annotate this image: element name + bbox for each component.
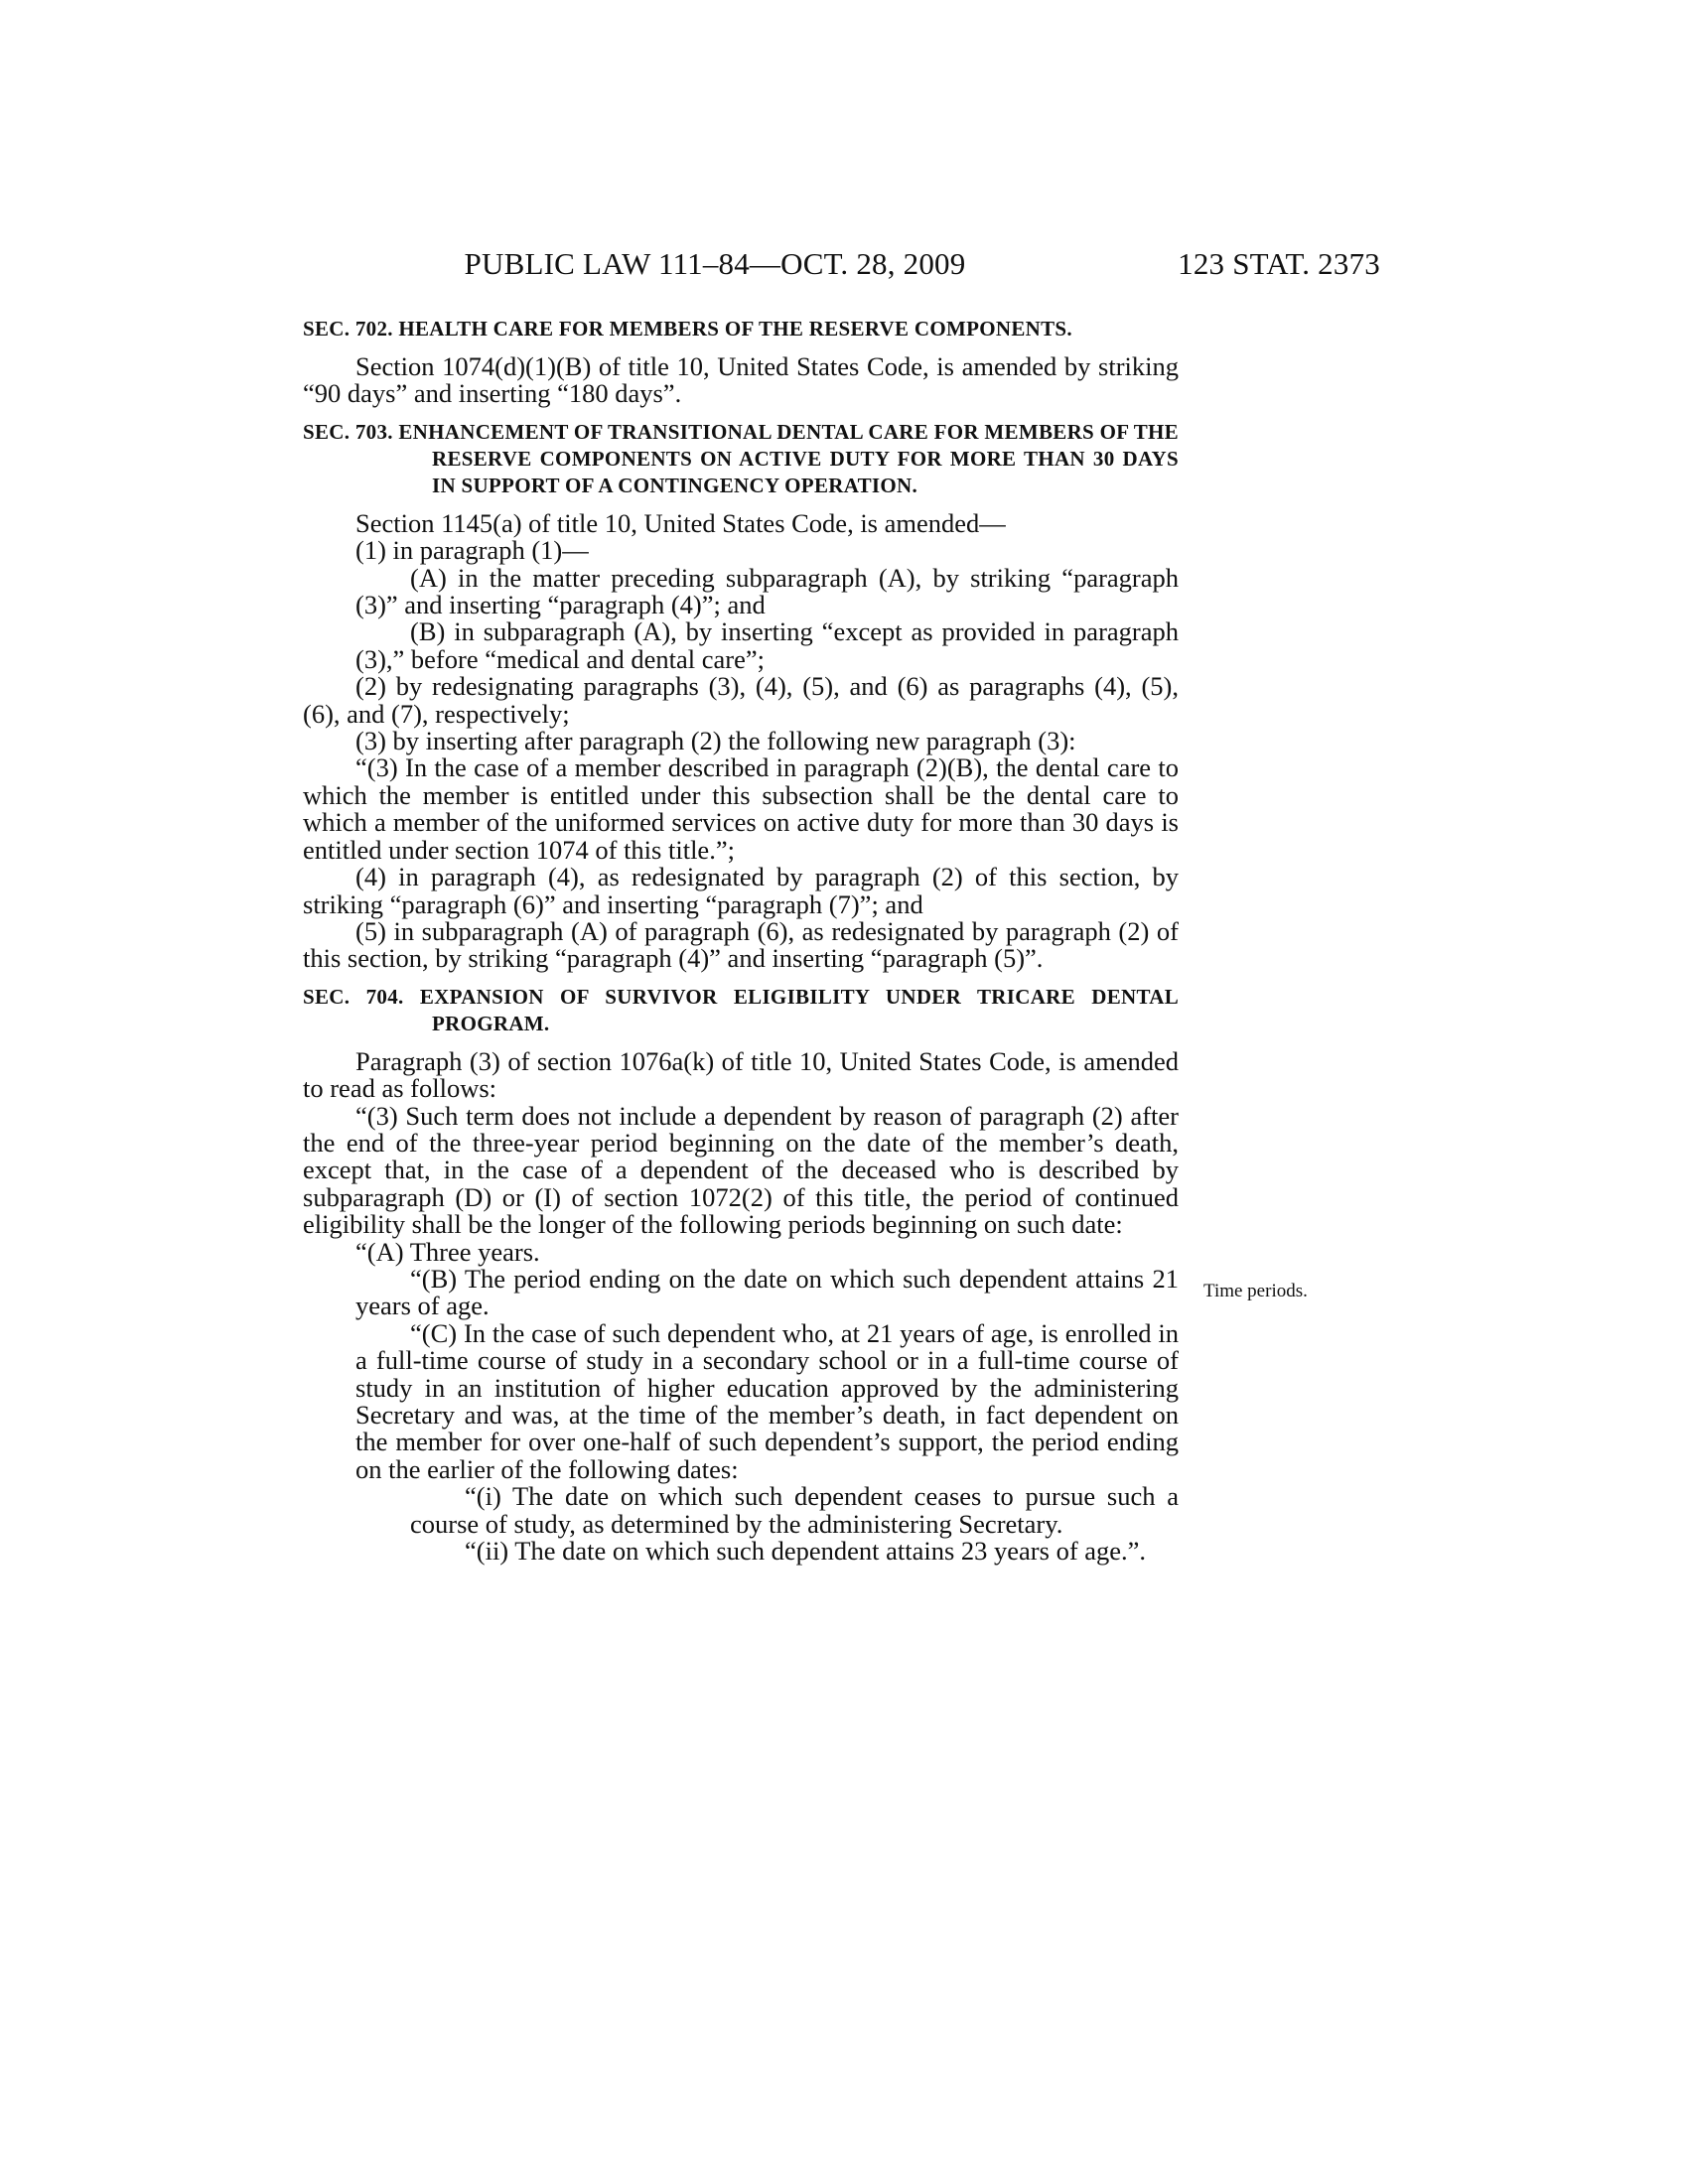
subparagraph-1b: (B) in subparagraph (A), by inserting “except as provided in paragraph (3),” before “medical and dental care”; <box>355 616 1179 674</box>
section-heading-704: SEC. 704. EXPANSION OF SURVIVOR ELIGIBILITY UNDER TRICARE DENTAL PROGRAM. <box>303 984 1179 1035</box>
quoted-paragraph-3-survivor: “(3) Such term does not include a dependent by reason of paragraph (2) after the end of the three-year period beginning on the date of the member’s death, except that, in the case of a dependent of the deceased who is described by subparagraph (D) or (I) of section 1072(2) of this title, the period of continued eligibility shall be the longer of the following periods beginning on such date: <box>303 1100 1179 1240</box>
section-704-intro: Paragraph (3) of section 1076a(k) of title 10, United States Code, is amended to read as follows: <box>303 1045 1179 1104</box>
document-body <box>303 316 1179 1565</box>
paragraph-3: (3) by inserting after paragraph (2) the following new paragraph (3): <box>355 726 1076 756</box>
quoted-subparagraph-c: “(C) In the case of such dependent who, at 21 years of age, is enrolled in a full-time course of study in a secondary school or in a full-time course of study in an institution of higher education approved by the administering Secretary and was, at the time of the member’s death, in fact dependent on the member for over one-half of such dependent’s support, the period ending on the earlier of the following dates: <box>355 1317 1179 1484</box>
paragraph-4: (4) in paragraph (4), as redesignated by paragraph (2) of this section, by striking “paragraph (6)” and inserting “paragraph (7)”; and <box>303 862 1179 919</box>
section-703-intro: Section 1145(a) of title 10, United States Code, is amended— <box>355 507 1006 538</box>
section-heading-702: SEC. 702. HEALTH CARE FOR MEMBERS OF THE RESERVE COMPONENTS. <box>303 317 1072 341</box>
quoted-clause-i: “(i) The date on which such dependent ceases to pursue such a course of study, as determined by the administering Secretary. <box>410 1481 1179 1539</box>
section-heading-703: SEC. 703. ENHANCEMENT OF TRANSITIONAL DENTAL CARE FOR MEMBERS OF THE RESERVE COMPONENTS ON ACTIVE DUTY FOR MORE THAN 30 DAYS IN SUPPORT OF A CONTINGENCY OPERATION. <box>303 419 1179 497</box>
page-header-title: PUBLIC LAW 111–84—OCT. 28, 2009 <box>464 246 966 281</box>
quoted-subparagraph-a: “(A) Three years. <box>355 1236 540 1267</box>
section-702-text: Section 1074(d)(1)(B) of title 10, United States Code, is amended by striking “90 days” and inserting “180 days”. <box>303 351 1179 409</box>
subparagraph-1a: (A) in the matter preceding subparagraph (A), by striking “paragraph (3)” and inserting “paragraph (4)”; and <box>355 562 1179 620</box>
quoted-paragraph-3: “(3) In the case of a member described in paragraph (2)(B), the dental care to which the member is entitled under this subsection shall be the dental care to which a member of the uniformed services on active duty for more than 30 days is entitled under section 1074 of this title.”; <box>303 752 1179 865</box>
paragraph-1: (1) in paragraph (1)— <box>355 535 589 566</box>
statute-citation: 123 STAT. 2373 <box>1178 246 1380 281</box>
quoted-subparagraph-b: “(B) The period ending on the date on which such dependent attains 21 years of age. <box>355 1263 1179 1321</box>
quoted-clause-ii: “(ii) The date on which such dependent attains 23 years of age.”. <box>465 1536 1147 1567</box>
margin-note: Time periods. <box>1203 1281 1308 1301</box>
paragraph-5: (5) in subparagraph (A) of paragraph (6), as redesignated by paragraph (2) of this section, by striking “paragraph (4)” and inserting “paragraph (5)”. <box>303 915 1179 974</box>
paragraph-2: (2) by redesignating paragraphs (3), (4), (5), and (6) as paragraphs (4), (5), (6), and (7), respectively; <box>303 671 1179 729</box>
